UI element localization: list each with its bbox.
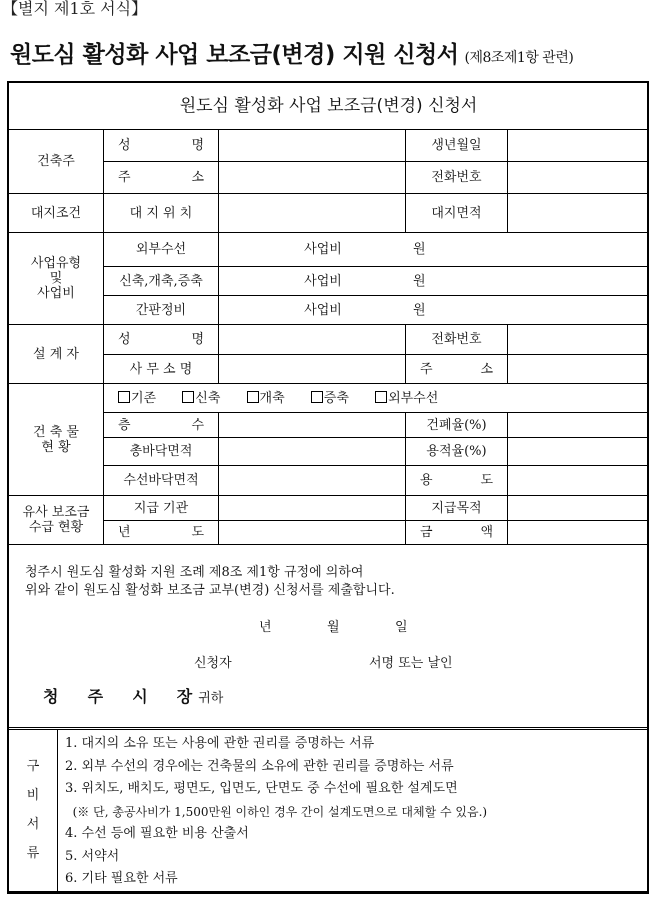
- declaration-section: [9, 545, 649, 728]
- date-month-label: 월: [327, 620, 340, 635]
- owner-section-label: 건축주: [9, 130, 104, 194]
- business-cost-field[interactable]: 사업비 원: [219, 296, 649, 325]
- owner-address-label: 주 소: [104, 162, 219, 194]
- date-year-label: 년: [259, 620, 272, 635]
- document-item: 3. 위치도, 배치도, 평면도, 입면도, 단면도 중 수선에 필요한 설계도면: [65, 781, 458, 796]
- page-title: [10, 36, 573, 69]
- agency-label: 지급 기관: [104, 496, 219, 521]
- year-label: 년 도: [104, 521, 219, 545]
- agency-field[interactable]: [219, 496, 406, 521]
- owner-name-field[interactable]: [219, 130, 406, 162]
- owner-phone-field[interactable]: [508, 162, 649, 194]
- business-type-label: 신축,개축,증축: [104, 267, 219, 296]
- business-section-label: 사업유형 및 사업비: [9, 233, 104, 325]
- owner-address-field[interactable]: [219, 162, 406, 194]
- far-label: 용적율(%): [406, 438, 508, 466]
- form-table-title: 원도심 활성화 사업 보조금(변경) 신청서: [9, 83, 649, 130]
- site-area-field[interactable]: [508, 194, 649, 233]
- checkbox-exterior-repair[interactable]: 외부수선: [375, 391, 438, 406]
- form-number-label: 【별지 제1호 서식】: [2, 0, 148, 18]
- owner-birth-label: 생년월일: [406, 130, 508, 162]
- floors-label: 층 수: [104, 413, 219, 438]
- use-label: 용 도: [406, 466, 508, 496]
- total-area-field[interactable]: [219, 438, 406, 466]
- document-item: 1. 대지의 소유 또는 사용에 관한 권리를 증명하는 서류: [65, 736, 375, 751]
- business-type-label: 간판정비: [104, 296, 219, 325]
- designer-address-field[interactable]: [508, 355, 649, 384]
- floors-field[interactable]: [219, 413, 406, 438]
- designer-phone-label: 전화번호: [406, 325, 508, 355]
- title-text: 원도심 활성화 사업 보조금(변경) 지원 신청서: [10, 42, 459, 68]
- site-location-field[interactable]: [219, 194, 406, 233]
- designer-address-label: 주 소: [406, 355, 508, 384]
- document-item: 5. 서약서: [65, 848, 120, 864]
- document-item: 6. 기타 필요한 서류: [65, 871, 178, 886]
- coverage-field[interactable]: [508, 413, 649, 438]
- checkbox-extension[interactable]: 증축: [311, 391, 349, 406]
- designer-name-field[interactable]: [219, 325, 406, 355]
- signature-label: 서명 또는 날인: [369, 656, 453, 671]
- owner-name-label: 성 명: [104, 130, 219, 162]
- declaration-line-2: 위와 같이 원도심 활성화 보조금 교부(변경) 신청서를 제출합니다.: [25, 583, 395, 598]
- document-item-note: (※ 단, 총공사비가 1,500만원 이하인 경우 간이 설계도면으로 대체할 수 있음.): [65, 804, 488, 819]
- owner-birth-field[interactable]: [508, 130, 649, 162]
- declaration-line-1: 청주시 원도심 활성화 지원 조례 제8조 제1항 규정에 의하여: [25, 565, 364, 580]
- documents-section-label: 구 비 서 류: [9, 730, 58, 892]
- checkbox-rebuild[interactable]: 개축: [247, 391, 285, 406]
- title-reference: (제8조제1항 관련): [464, 50, 574, 66]
- use-field[interactable]: [508, 466, 649, 496]
- repair-area-field[interactable]: [219, 466, 406, 496]
- designer-section-label: 설 계 자: [9, 325, 104, 384]
- owner-phone-label: 전화번호: [406, 162, 508, 194]
- purpose-label: 지급목적: [406, 496, 508, 521]
- designer-office-field[interactable]: [219, 355, 406, 384]
- similar-subsidy-section-label: 유사 보조금 수급 현황: [9, 496, 104, 545]
- total-area-label: 총바닥면적: [104, 438, 219, 466]
- designer-name-label: 성 명: [104, 325, 219, 355]
- required-documents-table: [8, 729, 648, 892]
- document-item: 2. 외부 수선의 경우에는 건축물의 소유에 관한 권리를 증명하는 서류: [65, 758, 454, 774]
- repair-area-label: 수선바닥면적: [104, 466, 219, 496]
- checkbox-new[interactable]: 신축: [182, 391, 220, 406]
- amount-field[interactable]: [508, 521, 649, 545]
- site-location-label: 대 지 위 치: [104, 194, 219, 233]
- business-type-label: 외부수선: [104, 233, 219, 267]
- far-field[interactable]: [508, 438, 649, 466]
- business-cost-field[interactable]: 사업비 원: [219, 233, 649, 267]
- document-item: 4. 수선 등에 필요한 비용 산출서: [65, 826, 249, 841]
- recipient: 청 주 시 장귀하: [43, 687, 224, 706]
- purpose-field[interactable]: [508, 496, 649, 521]
- documents-list: [58, 730, 648, 892]
- date-day-label: 일: [395, 620, 408, 635]
- application-form-table: [8, 82, 649, 728]
- applicant-label: 신청자: [194, 656, 232, 671]
- year-field[interactable]: [219, 521, 406, 545]
- business-cost-field[interactable]: 사업비 원: [219, 267, 649, 296]
- designer-office-label: 사 무 소 명: [104, 355, 219, 384]
- checkbox-existing[interactable]: 기존: [118, 391, 156, 406]
- coverage-label: 건폐율(%): [406, 413, 508, 438]
- building-type-checkboxes: [104, 384, 649, 413]
- building-section-label: 건 축 물 현 황: [9, 384, 104, 496]
- site-area-label: 대지면적: [406, 194, 508, 233]
- site-section-label: 대지조건: [9, 194, 104, 233]
- designer-phone-field[interactable]: [508, 325, 649, 355]
- amount-label: 금 액: [406, 521, 508, 545]
